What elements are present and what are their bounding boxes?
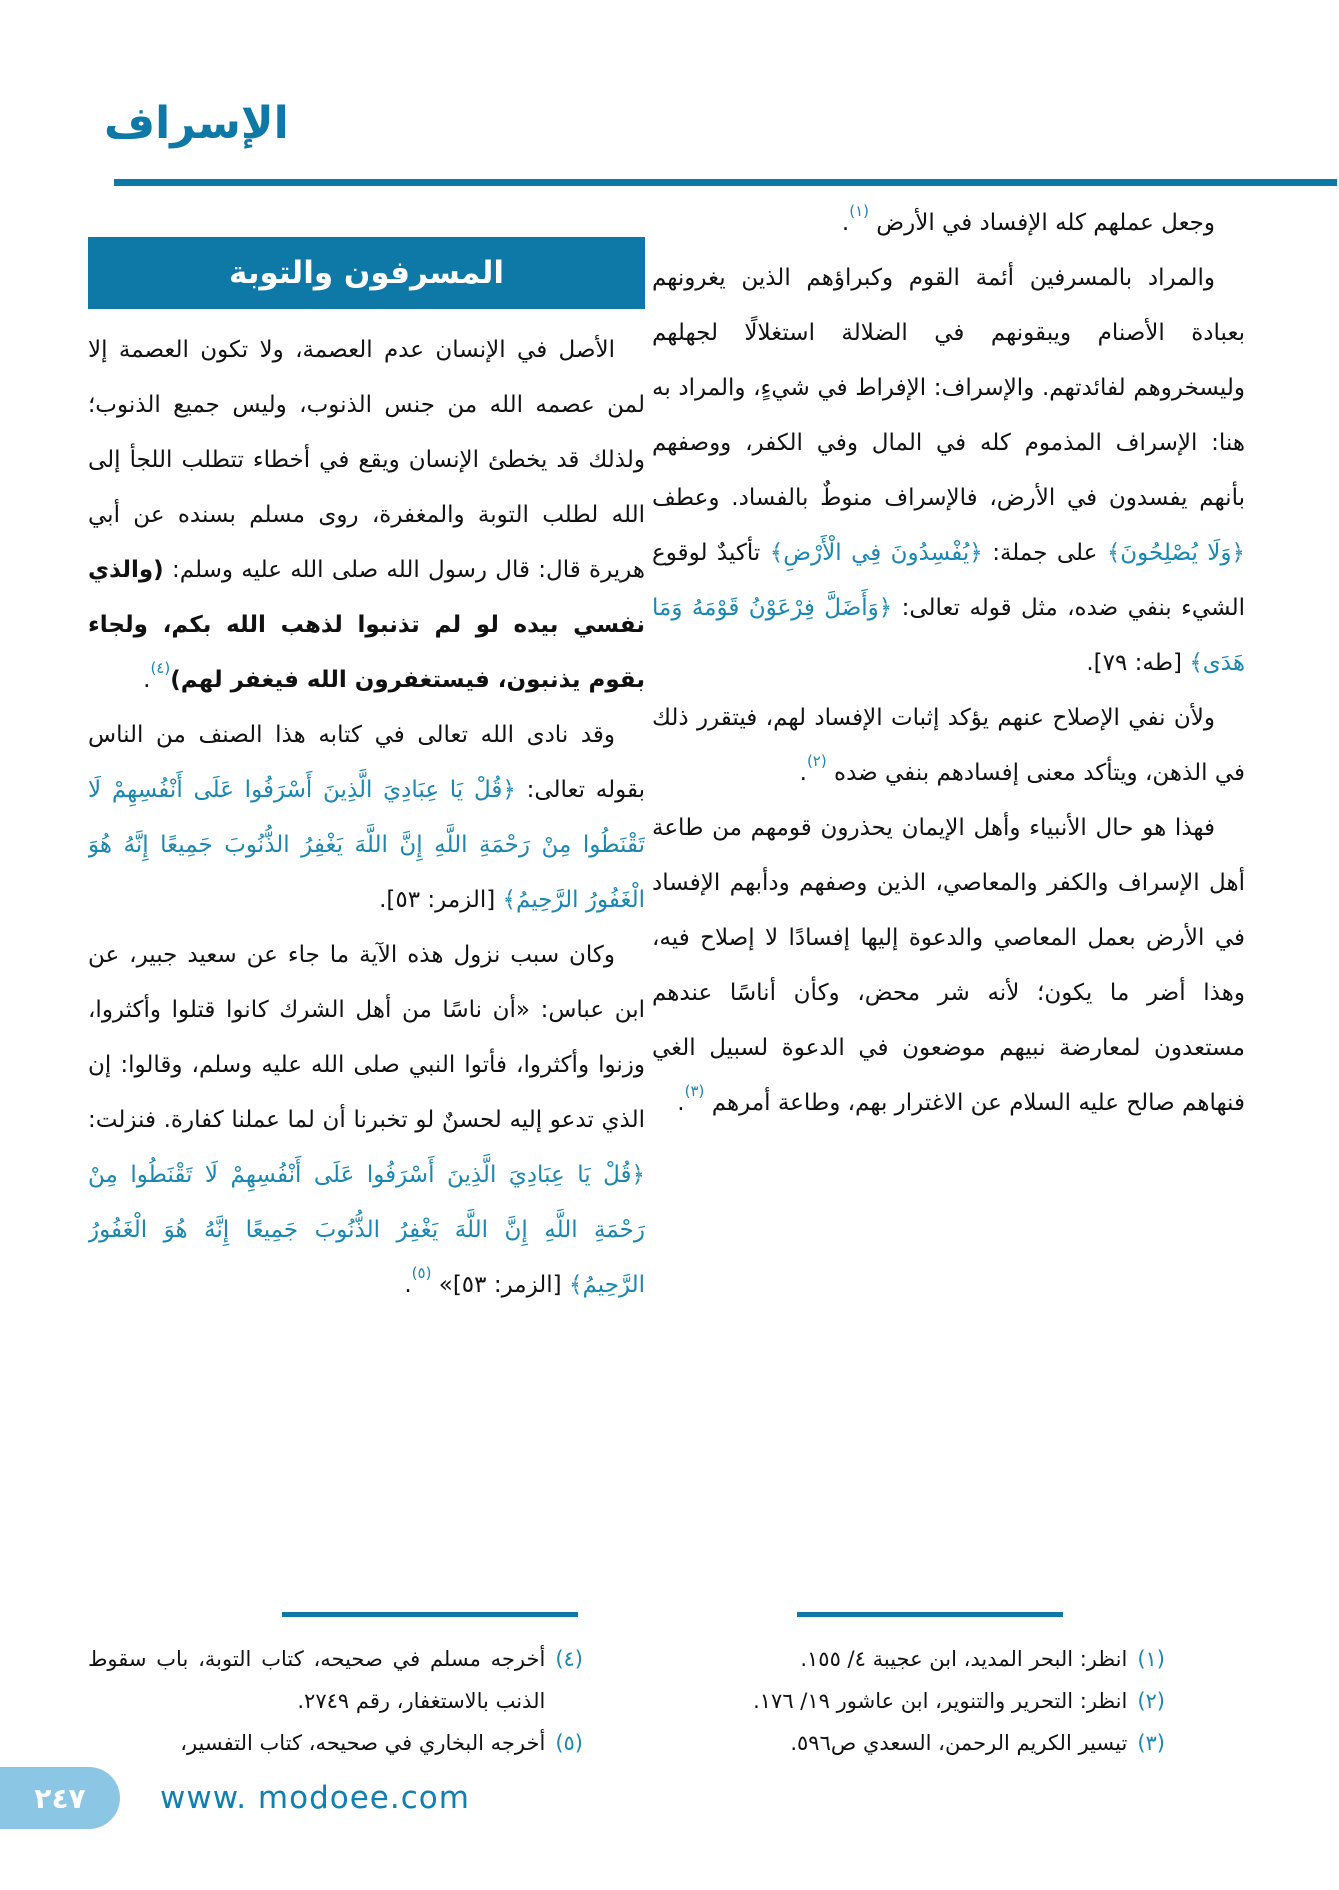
quran-verse: ﴿وَلَا يُصْلِحُونَ﴾ xyxy=(1106,540,1245,566)
paragraph xyxy=(88,323,645,708)
footnote-separator-right xyxy=(797,1612,1063,1617)
footnotes-left xyxy=(88,1638,645,1764)
body-text: ولأن نفي الإصلاح عنهم يؤكد إثبات الإفساد لهم، فيتقرر ذلك في الذهن، ويتأكد معنى إفسادهم بنفي ضده xyxy=(652,705,1245,786)
footnote-separator-left xyxy=(282,1612,578,1617)
quran-verse: ﴿وَأَضَلَّ فِرْعَوْنُ قَوْمَهُ وَمَا هَدَى﴾ xyxy=(652,595,1245,676)
chapter-title: الإسراف xyxy=(104,98,289,149)
footnote-text: أخرجه البخاري في صحيحه، كتاب التفسير، xyxy=(180,1731,546,1755)
body-text: . xyxy=(841,210,850,236)
quran-verse: ﴿يُفْسِدُونَ فِي الْأَرْضِ﴾ xyxy=(769,540,983,566)
header-rule xyxy=(114,179,1337,186)
footnote-number: (٥) xyxy=(555,1731,583,1755)
page-number-tab xyxy=(0,1767,120,1829)
paragraph xyxy=(652,801,1245,1131)
quran-verse: ﴿قُلْ يَا عِبَادِيَ الَّذِينَ أَسْرَفُوا عَلَى أَنْفُسِهِمْ لَا تَقْنَطُوا مِنْ رَحْمَةِ اللَّهِ إِنَّ اللَّهَ يَغْفِرُ الذُّنُوبَ جَمِيعًا إِنَّهُ هُوَ الْغَفُورُ الرَّحِيمُ﴾ xyxy=(88,777,645,913)
body-text: . xyxy=(143,667,151,693)
footnote-marker: (١) xyxy=(849,202,869,220)
paragraph xyxy=(652,691,1245,801)
paragraph xyxy=(652,251,1245,691)
footnote-item xyxy=(652,1680,1165,1722)
paragraph xyxy=(88,708,645,928)
footnotes-right xyxy=(652,1638,1245,1764)
column-right xyxy=(652,196,1245,1594)
footnote-item xyxy=(88,1638,583,1722)
footnote-item xyxy=(652,1722,1165,1764)
column-left xyxy=(88,237,645,1599)
section-title: المسرفون والتوبة xyxy=(229,255,504,291)
body-text: وقد نادى الله تعالى في كتابه هذا الصنف من الناس بقوله تعالى: xyxy=(88,722,645,803)
footnote-marker: (٥) xyxy=(411,1264,432,1282)
page-number: ٢٤٧ xyxy=(34,1781,86,1815)
footnote-number: (٢) xyxy=(1137,1689,1165,1713)
body-text: على جملة: xyxy=(982,540,1107,566)
paragraph xyxy=(652,196,1245,251)
footnote-item xyxy=(652,1638,1165,1680)
footnote-number: (١) xyxy=(1137,1647,1165,1671)
body-text: وكان سبب نزول هذه الآية ما جاء عن سعيد جبير، عن ابن عباس: «أن ناسًا من أهل الشرك كانوا قتلوا وأكثروا، وزنوا وأكثروا، فأتوا النبي صلى الله عليه وسلم، وقالوا: إن الذي تدعو إليه لحسنٌ لو تخبرنا أن لما عملنا كفارة. فنزلت: xyxy=(88,942,645,1133)
body-text: الأصل في الإنسان عدم العصمة، ولا تكون العصمة إلا لمن عصمه الله من جنس الذنوب، وليس جميع الذنوب؛ ولذلك قد يخطئ الإنسان ويقع في أخطاء تتطلب اللجأ إلى الله لطلب التوبة والمغفرة، روى مسلم بسنده عن أبي هريرة قال: قال رسول الله صلى الله عليه وسلم: xyxy=(88,337,645,583)
footnote-text: انظر: التحرير والتنوير، ابن عاشور ١٩/ ١٧٦. xyxy=(753,1689,1128,1713)
footnote-number: (٤) xyxy=(555,1647,583,1671)
body-text: . xyxy=(677,1090,685,1116)
body-text: فهذا هو حال الأنبياء وأهل الإيمان يحذرون قومهم من طاعة أهل الإسراف والكفر والمعاصي، الذين وصفهم ودأبهم الإفساد في الأرض بعمل المعاصي والدعوة إليها إفسادًا لا إصلاح فيه، وهذا أضر ما يكون؛ لأنه شر محض، وكأن أناسًا عندهم مستعدون لمعارضة نبيهم موضعون في الدعوة لسبيل الغي فنهاهم صالح عليه السلام عن الاغترار بهم، وطاعة أمرهم xyxy=(652,815,1245,1116)
footnote-item xyxy=(88,1722,583,1764)
body-text: [الزمر: ٥٣]. xyxy=(379,887,503,913)
footnote-text: انظر: البحر المديد، ابن عجيبة ٤/ ١٥٥. xyxy=(800,1647,1128,1671)
paragraph xyxy=(88,928,645,1313)
body-text: [طه: ٧٩]. xyxy=(1086,650,1190,676)
footnote-text: تيسير الكريم الرحمن، السعدي ص٥٩٦. xyxy=(790,1731,1128,1755)
footnote-marker: (٣) xyxy=(684,1082,705,1100)
footnote-marker: (٤) xyxy=(150,659,171,677)
left-column-body xyxy=(88,323,645,1313)
hadith-text: (والذي نفسي بيده لو لم تذنبوا لذهب الله بكم، ولجاء بقوم يذنبون، فيستغفرون الله فيغفر لهم) xyxy=(88,557,645,693)
footnote-number: (٣) xyxy=(1137,1731,1165,1755)
website-text: www. modoee.com xyxy=(160,1780,470,1816)
body-text: والمراد بالمسرفين أئمة القوم وكبراؤهم الذين يغرونهم بعبادة الأصنام ويبقونهم في الضلالة استغلالًا لجهلهم وليسخروهم لفائدتهم. والإسراف: الإفراط في شيءٍ، والمراد به هنا: الإسراف المذموم كله في المال وفي الكفر، ووصفهم بأنهم يفسدون في الأرض، فالإسراف منوطٌ بالفساد. وعطف xyxy=(652,265,1245,511)
footnote-text: أخرجه مسلم في صحيحه، كتاب التوبة، باب سقوط الذنب بالاستغفار، رقم ٢٧٤٩. xyxy=(88,1647,546,1713)
section-title-box xyxy=(88,237,645,309)
body-text: . xyxy=(799,760,807,786)
body-text: وجعل عملهم كله الإفساد في الأرض xyxy=(869,210,1215,236)
footnote-marker: (٢) xyxy=(806,752,827,770)
body-text: [الزمر: ٥٣]» xyxy=(431,1272,569,1298)
quran-verse: ﴿قُلْ يَا عِبَادِيَ الَّذِينَ أَسْرَفُوا عَلَى أَنْفُسِهِمْ لَا تَقْنَطُوا مِنْ رَحْمَةِ اللَّهِ إِنَّ اللَّهَ يَغْفِرُ الذُّنُوبَ جَمِيعًا إِنَّهُ هُوَ الْغَفُورُ الرَّحِيمُ﴾ xyxy=(88,1162,645,1298)
body-text: تأكيدٌ لوقوع الشيء بنفي ضده، مثل قوله تعالى: xyxy=(652,540,1245,621)
body-text: . xyxy=(404,1272,412,1298)
